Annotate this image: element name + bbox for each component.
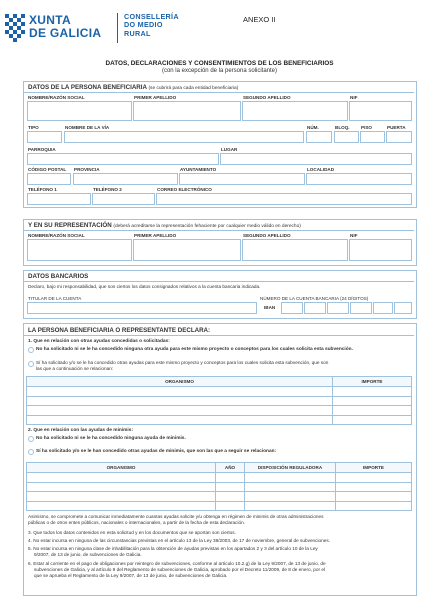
label-num: NÚM.: [307, 125, 319, 130]
table-cell[interactable]: [27, 501, 216, 511]
iban-block-5[interactable]: [394, 302, 412, 314]
label-rep-nombre: NOMBRE/RAZÓN SOCIAL: [28, 233, 85, 238]
table-cell[interactable]: [27, 482, 216, 492]
lugar-field[interactable]: [220, 153, 412, 165]
logo-divider: [117, 13, 118, 43]
label-bloq: BLOQ.: [335, 125, 350, 130]
label-nif: NIF: [350, 95, 358, 100]
localidad-field[interactable]: [306, 173, 412, 185]
commitment-text: Asimismo, se compromete a comunicar inmediatamente cuantas ayudas solicite y/u obtenga en régimen de minimis de otras administraciones públicas o de otros entes públicos, nacionales o internacionales, a partir de la fecha de esta declaración.: [28, 514, 324, 525]
iban-label: IBAN: [264, 305, 276, 310]
parroquia-field[interactable]: [27, 153, 219, 165]
table-cell[interactable]: [336, 473, 412, 483]
nombre-field[interactable]: [27, 101, 132, 121]
label-lugar: LUGAR: [221, 147, 238, 152]
label-puerta: PUERTA: [387, 125, 406, 130]
declaration-3: 3. Que todos los datos contenidos en esta solicitud y en los documentos que se aportan son ciertos.: [28, 530, 236, 535]
table-cell[interactable]: [27, 415, 333, 425]
table-cell[interactable]: [27, 396, 333, 406]
q2-option-yes-label: Sí ha solicitado y/o se le han concedido otras ayudas de minimis, que son las que a seguir se relacionan:: [36, 449, 277, 454]
tel2-field[interactable]: [92, 193, 155, 205]
table-cell[interactable]: [245, 492, 336, 502]
table-cell[interactable]: [216, 501, 245, 511]
q2-option-no-label: No ha solicitado ni se le ha concedido ninguna ayuda de minimis.: [36, 436, 186, 441]
divider: [24, 335, 414, 336]
label-localidad: LOCALIDAD: [307, 167, 335, 172]
beneficiary-heading: DATOS DE LA PERSONA BENEFICIARIA (se cubrirá para cada entidad beneficiaria): [28, 84, 239, 91]
email-field[interactable]: [156, 193, 412, 205]
q1-option-no-radio[interactable]: [28, 347, 34, 353]
col-importe: IMPORTE: [333, 377, 412, 387]
holder-field[interactable]: [27, 302, 257, 314]
num-field[interactable]: [306, 131, 332, 143]
org-name: XUNTA DE GALICIA: [29, 13, 102, 40]
apellido1-field[interactable]: [133, 101, 241, 121]
table-cell[interactable]: [336, 492, 412, 502]
table-cell[interactable]: [336, 482, 412, 492]
puerta-field[interactable]: [386, 131, 412, 143]
declaration-6: 6. Estar al corriente en el pago de obligaciones por reintegro de subvenciones, conforme al artículo 10.2.g) de la Ley 9/2007, de 13 de junio, de subvenciones de Galicia, y al artículo 9 del Reglamento de subvenciones de Galicia, aprobado por el Decreto 11/2009, de 8 de enero, por el que se aprueba el Reglamento de la Ley 9/2007, de 13 de junio, de subvenciones de Galicia.: [28, 561, 326, 578]
label-tipo: TIPO: [28, 125, 39, 130]
label-piso: PISO: [361, 125, 372, 130]
piso-field[interactable]: [360, 131, 385, 143]
q1-option-no-label: No ha solicitado ni se le ha concedido ninguna otra ayuda para este mismo proyecto o conceptos para los cuales solicita esta subvención.: [36, 347, 353, 352]
iban-block-4[interactable]: [373, 302, 393, 314]
table-cell[interactable]: [245, 482, 336, 492]
apellido2-field[interactable]: [242, 101, 348, 121]
label-account: NÚMERO DE LA CUENTA BANCARIA (24 DÍGITOS): [260, 296, 369, 301]
cp-field[interactable]: [27, 173, 71, 185]
label-tel1: TELÉFONO 1: [28, 187, 57, 192]
label-email: CORREO ELECTRÓNICO: [157, 187, 212, 192]
iban-block-3[interactable]: [350, 302, 372, 314]
q2-option-no-radio[interactable]: [28, 436, 34, 442]
label-parroquia: PARROQUIA: [28, 147, 56, 152]
question-2: 2. Que en relación con las ayudas de minimis:: [28, 428, 134, 433]
iban-block-2[interactable]: [327, 302, 349, 314]
declaration-4: 4. No estar incursa en ninguna de las circunstancias previstas en el artículo 13 de la Ley 38/2003, de 17 de noviembre, general de subvenciones.: [28, 538, 331, 543]
label-tel2: TELÉFONO 2: [93, 187, 122, 192]
table-row: [27, 406, 412, 416]
rep-apellido1-field[interactable]: [133, 239, 241, 261]
label-rep-nif: NIF: [350, 233, 358, 238]
table-cell[interactable]: [216, 473, 245, 483]
document-subtitle: (con la excepción de la persona solicitante): [161, 68, 278, 74]
ayuntamiento-field[interactable]: [179, 173, 305, 185]
minimis-aids-table: [26, 462, 412, 511]
rep-nif-field[interactable]: [349, 239, 412, 261]
bank-statement: Declaro, bajo mi responsabilidad, que son ciertos los datos consignados relativos a la cuenta bancaria indicada.: [28, 284, 261, 289]
table-cell[interactable]: [336, 501, 412, 511]
table-row: [27, 492, 412, 502]
label-nombre: NOMBRE/RAZÓN SOCIAL: [28, 95, 85, 100]
table-cell[interactable]: [27, 406, 333, 416]
rep-apellido2-field[interactable]: [242, 239, 348, 261]
label-provincia: PROVINCIA: [74, 167, 100, 172]
q1-option-yes-label: Sí ha solicitado y/o se le ha concedido otras ayudas para este mismo proyecto y conceptos para los cuales solicita esta subvención, que son las que a continuación se relacionan:: [36, 360, 329, 371]
document-title: DATOS, DECLARACIONES Y CONSENTIMIENTOS DE LOS BENEFICIARIOS: [105, 60, 334, 67]
table-row: [27, 396, 412, 406]
label-via: NOMBRE DE LA VÍA: [65, 125, 110, 130]
question-1: 1. Que en relación con otras ayudas concedidas o solicitadas:: [28, 339, 170, 344]
xunta-logo-icon: [5, 14, 25, 42]
table-row: [27, 473, 412, 483]
col-importe: IMPORTE: [336, 463, 412, 473]
table-cell[interactable]: [333, 406, 412, 416]
representative-heading: Y EN SU REPRESENTACIÓN (deberá acreditarse la representación fehaciente por cualquier medio válido en derecho): [28, 222, 301, 229]
iban-field[interactable]: [281, 302, 303, 314]
table-cell[interactable]: [333, 415, 412, 425]
q1-option-yes-radio[interactable]: [28, 361, 34, 367]
table-cell[interactable]: [333, 396, 412, 406]
table-row: [27, 482, 412, 492]
col-ano: AÑO: [216, 463, 245, 473]
tipo-field[interactable]: [27, 131, 62, 143]
table-cell[interactable]: [27, 492, 216, 502]
divider: [24, 92, 414, 93]
tel1-field[interactable]: [27, 193, 91, 205]
rep-nombre-field[interactable]: [27, 239, 132, 261]
table-row: [27, 501, 412, 511]
annex-label: ANEXO II: [243, 15, 276, 24]
label-holder: TITULAR DE LA CUENTA: [28, 296, 82, 301]
divider: [24, 281, 414, 282]
label-apellido2: SEGUNDO APELLIDO: [243, 95, 291, 100]
via-field[interactable]: [64, 131, 304, 143]
bank-heading: DATOS BANCARIOS: [28, 273, 89, 280]
table-cell[interactable]: [333, 387, 412, 397]
table-row: [27, 415, 412, 425]
iban-block-1[interactable]: [304, 302, 326, 314]
table-cell[interactable]: [245, 501, 336, 511]
col-disposicion: DISPOSICIÓN REGULADORA: [245, 463, 336, 473]
other-aids-table: [26, 376, 412, 425]
provincia-field[interactable]: [73, 173, 178, 185]
col-organismo: ORGANISMO: [27, 377, 333, 387]
table-cell[interactable]: [245, 473, 336, 483]
label-cp: CÓDIGO POSTAL: [28, 167, 67, 172]
label-apellido1: PRIMER APELLIDO: [134, 95, 177, 100]
table-row: [27, 387, 412, 397]
department-name: CONSELLERÍA DO MEDIO RURAL: [124, 12, 179, 38]
declaration-5: 5. No estar incursa en ninguna clase de inhabilitación para la obtención de ayudas previstas en los apartados 2 y 3 del artículo 10 de la Ley 9/2007, de 13 de junio, de subvenciones de Galicia.: [28, 546, 318, 557]
table-cell[interactable]: [27, 473, 216, 483]
divider: [24, 230, 414, 231]
label-ayuntamiento: AYUNTAMIENTO: [180, 167, 217, 172]
label-rep-apellido2: SEGUNDO APELLIDO: [243, 233, 291, 238]
q2-option-yes-radio[interactable]: [28, 449, 34, 455]
table-cell[interactable]: [216, 492, 245, 502]
label-rep-apellido1: PRIMER APELLIDO: [134, 233, 177, 238]
bloq-field[interactable]: [334, 131, 359, 143]
table-cell[interactable]: [27, 387, 333, 397]
col-organismo: ORGANISMO: [27, 463, 216, 473]
declaration-heading: LA PERSONA BENEFICIARIA O REPRESENTANTE DECLARA:: [28, 327, 211, 334]
table-cell[interactable]: [216, 482, 245, 492]
nif-field[interactable]: [349, 101, 412, 121]
